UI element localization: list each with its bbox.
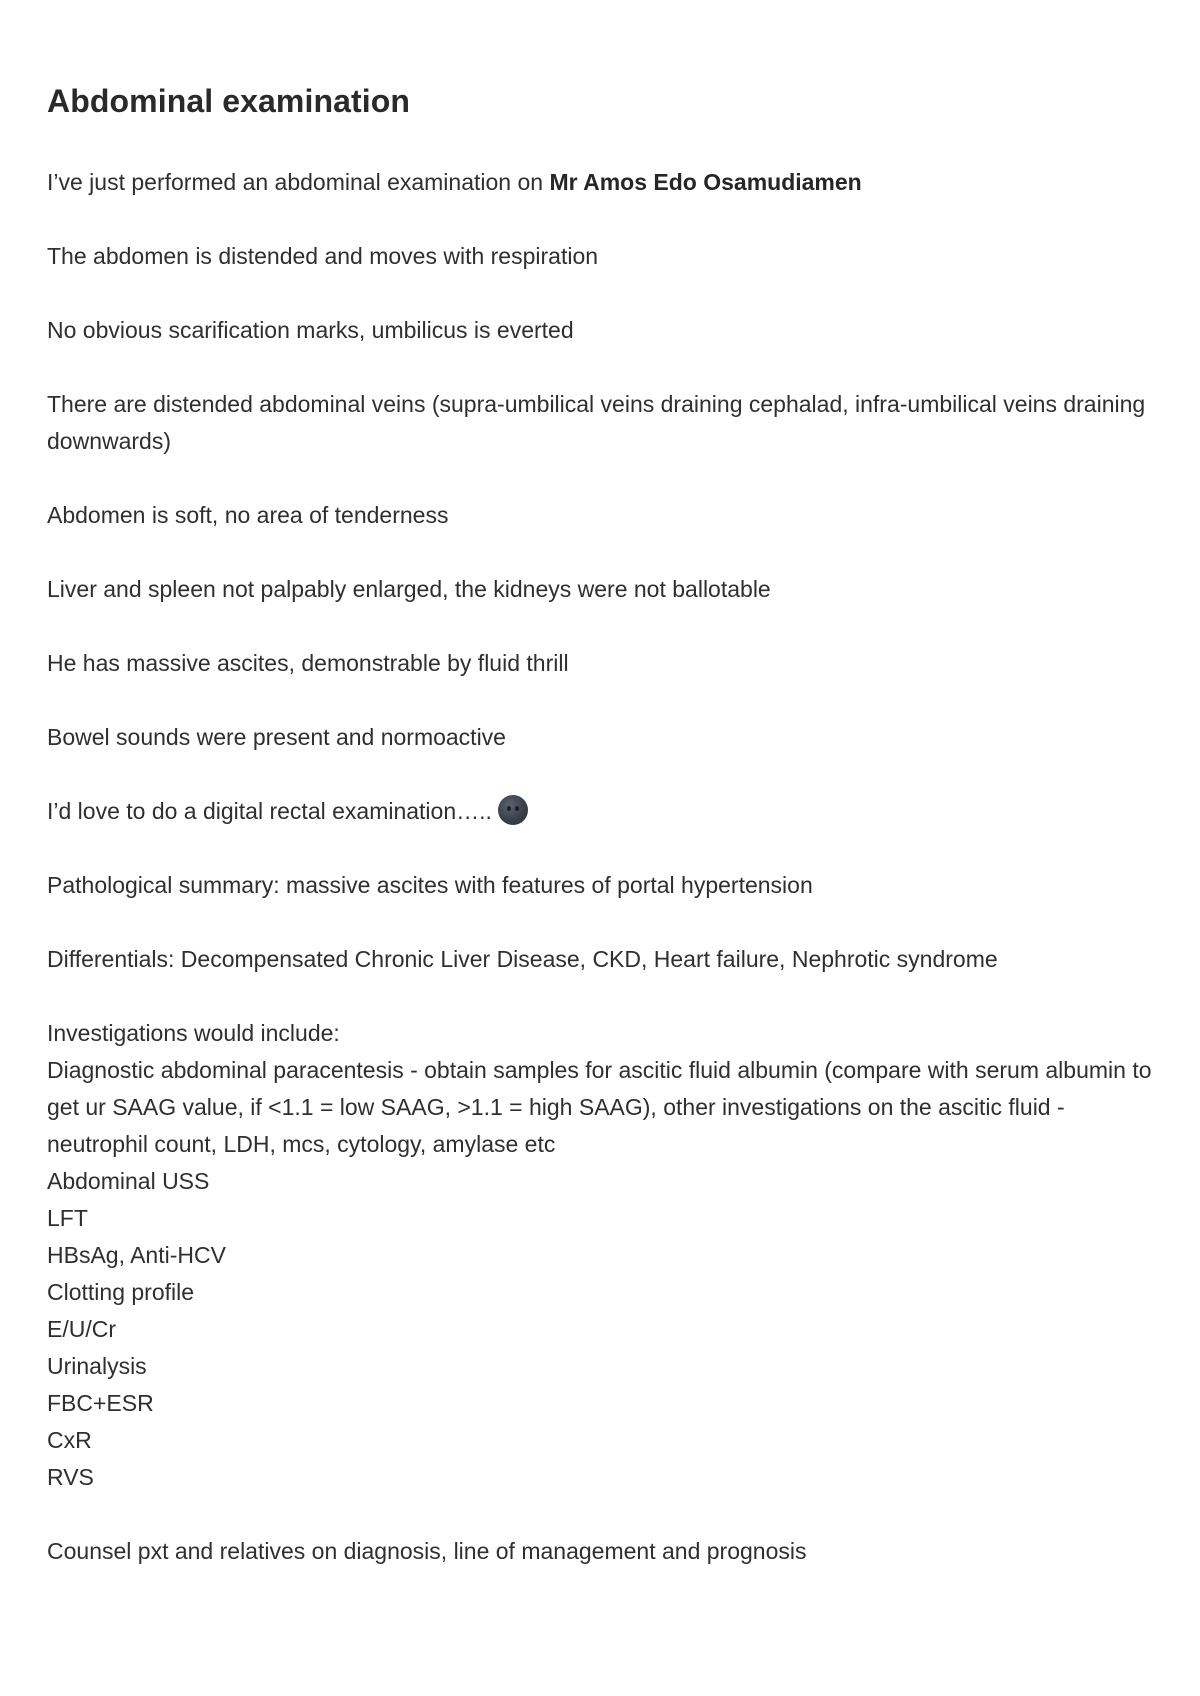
- intro-prefix: I’ve just performed an abdominal examination on: [47, 169, 550, 195]
- finding-5: Liver and spleen not palpably enlarged, the kidneys were not ballotable: [47, 576, 771, 602]
- dre-text: I’d love to do a digital rectal examination…..: [47, 798, 492, 824]
- finding-7: Bowel sounds were present and normoactive: [47, 724, 506, 750]
- finding-4: Abdomen is soft, no area of tenderness: [47, 502, 449, 528]
- page-title: Abdominal examination: [47, 83, 411, 119]
- list-item: Diagnostic abdominal paracentesis - obtain samples for ascitic fluid albumin (compare with serum albumin to get ur SAAG value, if <1.1 = low SAAG, >1.1 = high SAAG), other investigations on the ascitic fluid - neutrophil count, LDH, mcs, cytology, amylase etc: [47, 1057, 1152, 1157]
- list-item: Abdominal USS: [47, 1168, 210, 1194]
- list-item: LFT: [47, 1205, 88, 1231]
- finding-2: No obvious scarification marks, umbilicus is everted: [47, 317, 574, 343]
- intro-paragraph: [47, 164, 1157, 201]
- finding-6: He has massive ascites, demonstrable by fluid thrill: [47, 650, 569, 676]
- finding-3: There are distended abdominal veins (supra-umbilical veins draining cephalad, infra-umbilical veins draining downwards): [47, 391, 1152, 454]
- investigations-heading: Investigations would include:: [47, 1020, 340, 1046]
- investigations-list: [47, 1052, 1157, 1496]
- list-item: Urinalysis: [47, 1353, 147, 1379]
- differentials: Differentials: Decompensated Chronic Liver Disease, CKD, Heart failure, Nephrotic syndrome: [47, 946, 998, 972]
- document-page: [47, 78, 1157, 1607]
- list-item: CxR: [47, 1427, 92, 1453]
- finding-1: The abdomen is distended and moves with respiration: [47, 243, 599, 269]
- counsel-paragraph: Counsel pxt and relatives on diagnosis, line of management and prognosis: [47, 1538, 807, 1564]
- list-item: Clotting profile: [47, 1279, 195, 1305]
- list-item: E/U/Cr: [47, 1316, 116, 1342]
- list-item: RVS: [47, 1464, 94, 1490]
- list-item: FBC+ESR: [47, 1390, 154, 1416]
- dre-paragraph: [47, 793, 1157, 830]
- face-icon: [498, 795, 528, 825]
- patient-name: Mr Amos Edo Osamudiamen: [549, 169, 862, 195]
- pathological-summary: Pathological summary: massive ascites with features of portal hypertension: [47, 872, 813, 898]
- list-item: HBsAg, Anti-HCV: [47, 1242, 226, 1268]
